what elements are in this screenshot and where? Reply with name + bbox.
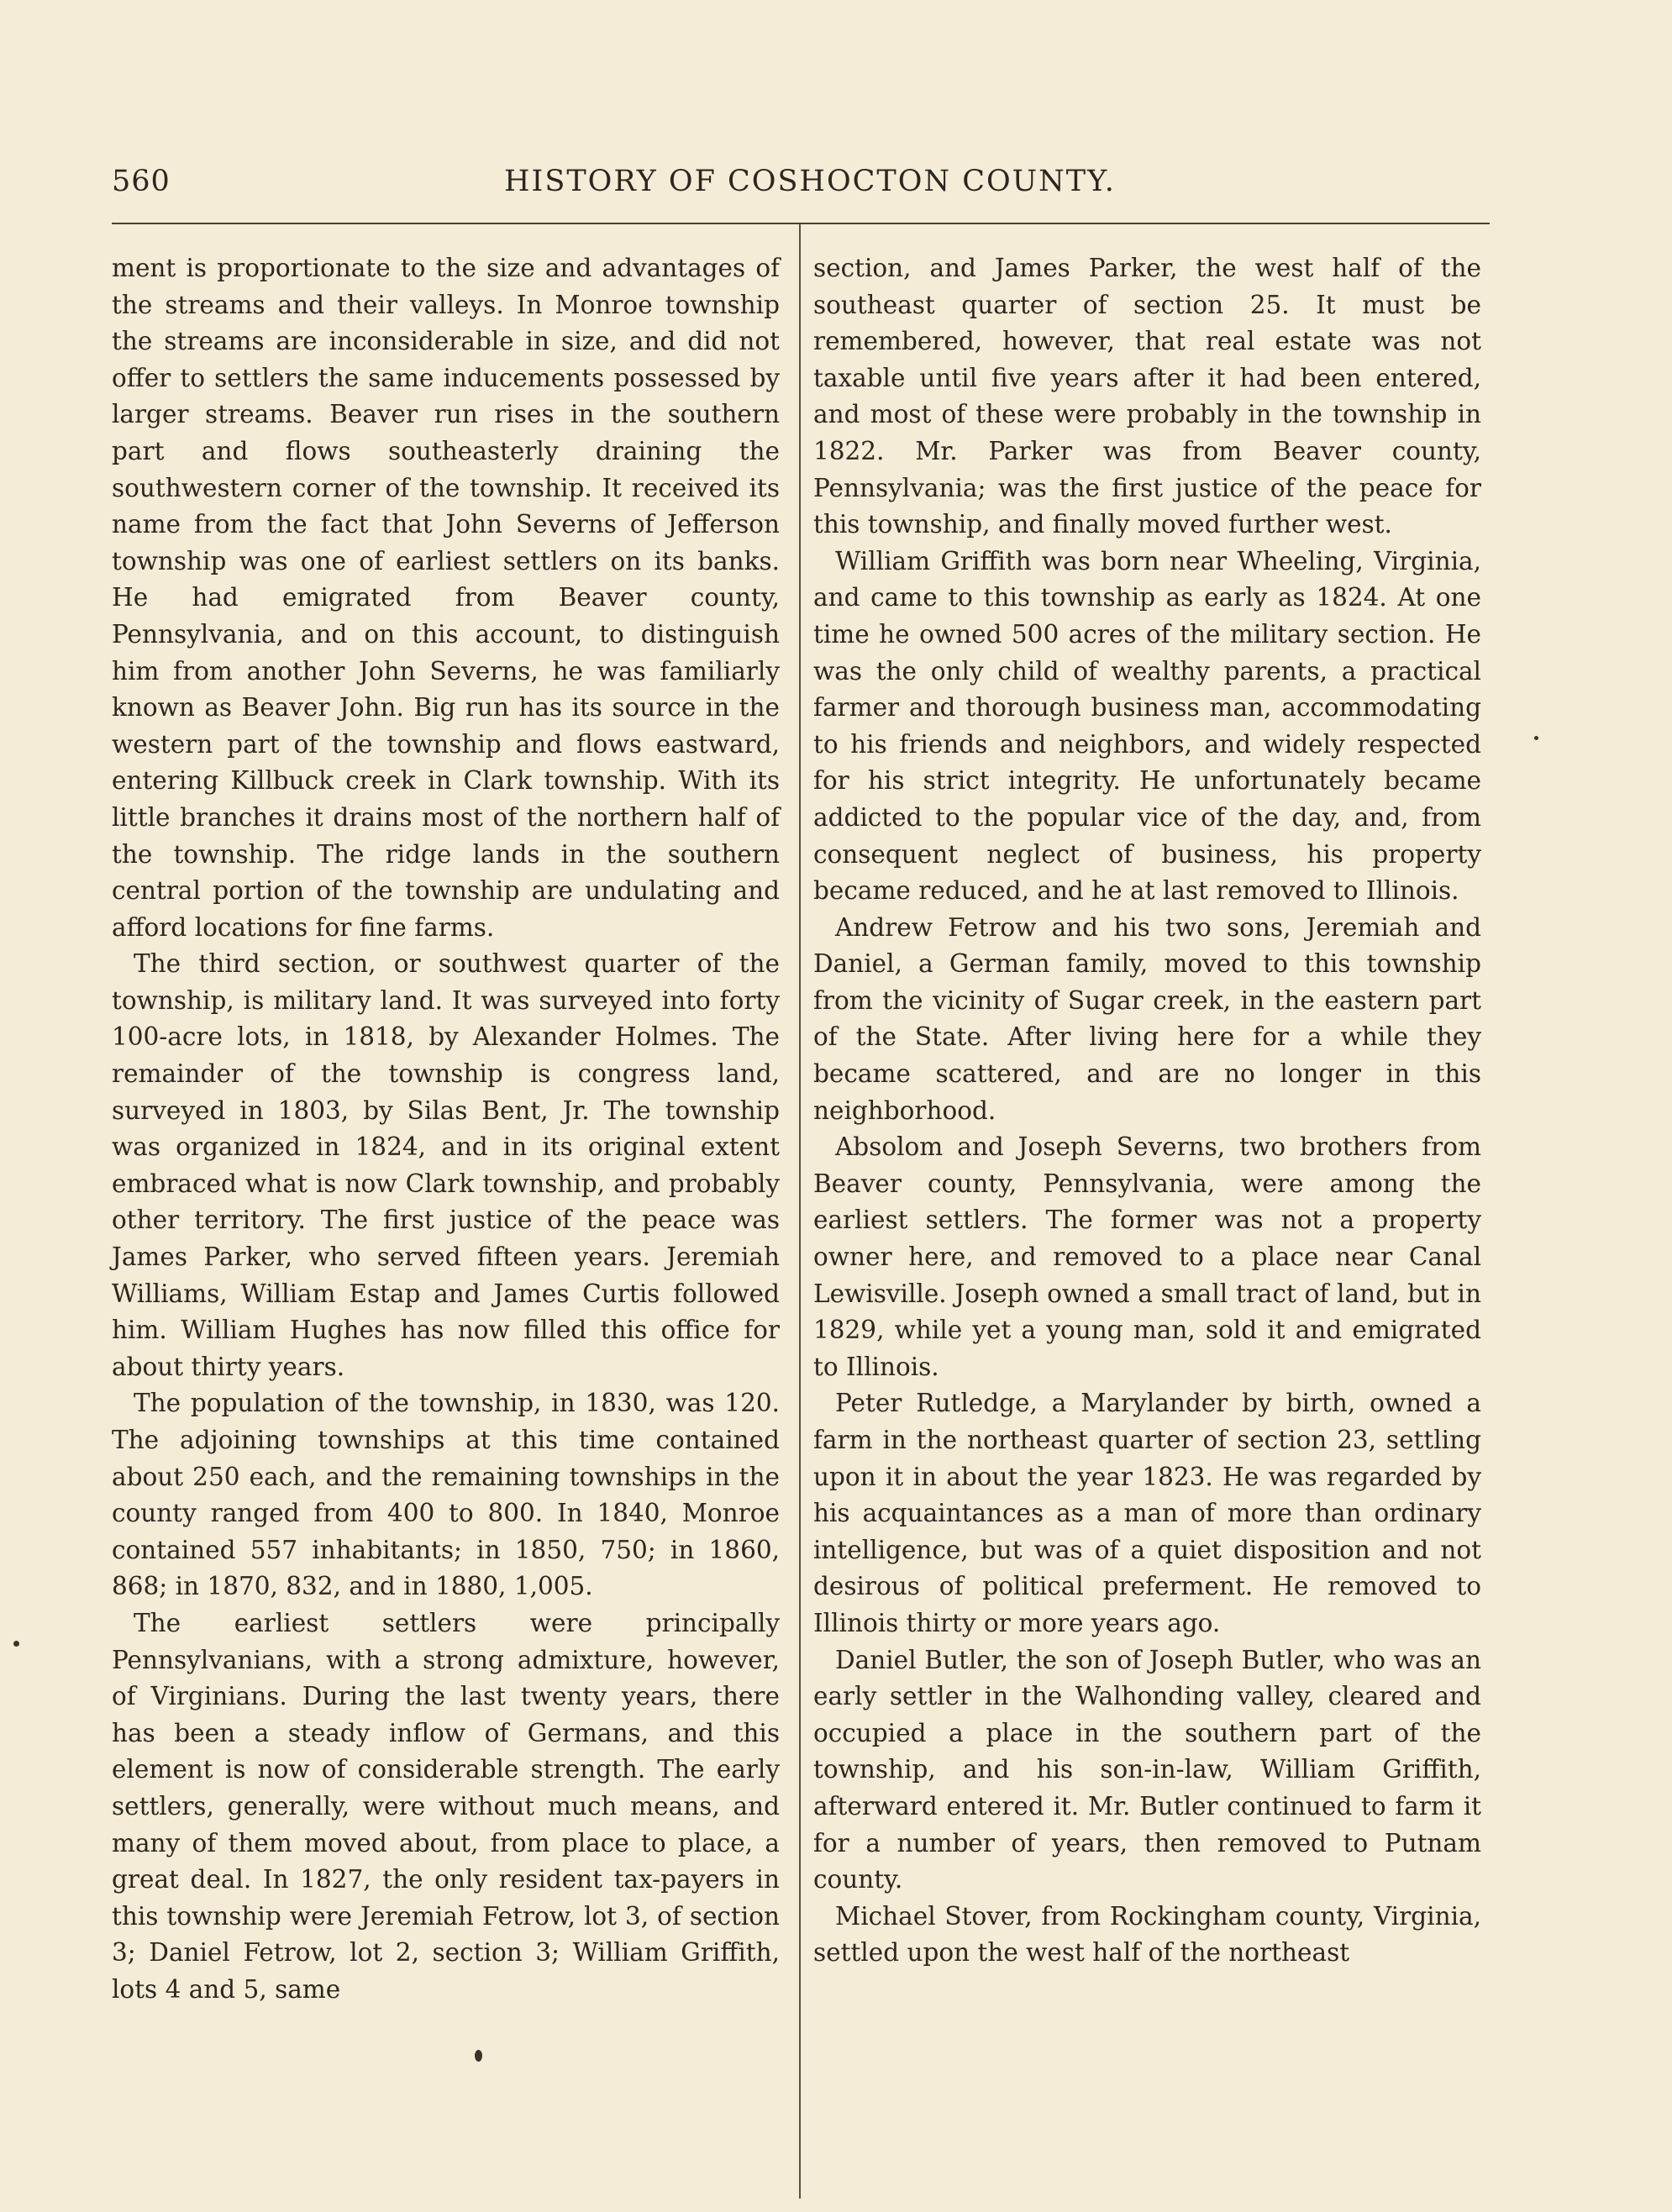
header-rule	[112, 223, 1490, 224]
right-paragraph-4: Absolom and Joseph Severns, two brothers from Beaver county, Pennsylvania, were among the earliest settlers. The former was not a property owner here, and removed to a place near Canal Lewisville. Joseph owned a small tract of land, but in 1829, while yet a young man, sold it and emigrated to Illinois.	[813, 1132, 1481, 1381]
left-paragraph-1: ment is proportionate to the size and advantages of the streams and their valleys. In Monroe township the streams are inconsiderable in size, and did not offer to settlers the same inducements possessed by larger streams. Beaver run rises in the southern part and flows southeasterly draining the southwestern corner of the township. It received its name from the fact that John Severns of Jefferson township was one of earliest settlers on its banks. He had emigrated from Beaver county, Pennsylvania, and on this account, to distinguish him from another John Severns, he was familiarly known as Beaver John. Big run has its source in the western part of the township and flows eastward, entering Killbuck creek in Clark township. With its little branches it drains most of the northern half of the township. The ridge lands in the southern central portion of the township are undulating and afford locations for fine farms.	[112, 254, 780, 942]
page-number: 560	[112, 165, 171, 198]
right-paragraph-6: Daniel Butler, the son of Joseph Butler, who was an early settler in the Walhonding valley, cleared and occupied a place in the southern part of the township, and his son-in-law, William Griffith, afterward entered it. Mr. Butler continued to farm it for a number of years, then removed to Putnam county.	[813, 1645, 1481, 1894]
column-divider	[799, 224, 801, 2199]
right-paragraph-7: Michael Stover, from Rockingham county, Virginia, settled upon the west half of the northeast	[813, 1901, 1481, 1968]
right-paragraph-3: Andrew Fetrow and his two sons, Jeremiah and Daniel, a German family, moved to this township from the vicinity of Sugar creek, in the eastern part of the State. After living here for a while they became scattered, and are no longer in this neighborhood.	[813, 912, 1481, 1125]
running-title: HISTORY OF COSHOCTON COUNTY.	[504, 165, 1116, 198]
ink-speck	[475, 2050, 482, 2062]
left-paragraph-3: The population of the township, in 1830, was 120. The adjoining townships at this time contained about 250 each, and the remaining townships in the county ranged from 400 to 800. In 1840, Monroe contained 557 inhabitants; in 1850, 750; in 1860, 868; in 1870, 832, and in 1880, 1,005.	[112, 1389, 780, 1601]
right-paragraph-1: section, and James Parker, the west half of the southeast quarter of section 25. It must be remembered, however, that real estate was not taxable until five years after it had been entered, and most of these were probably in the township in 1822. Mr. Parker was from Beaver county, Pennsylvania; was the first justice of the peace for this township, and finally moved further west.	[813, 254, 1481, 539]
ink-speck	[13, 1641, 19, 1647]
left-column	[112, 250, 780, 2009]
right-paragraph-2: William Griffith was born near Wheeling, Virginia, and came to this township as early as 1824. At one time he owned 500 acres of the military section. He was the only child of wealthy parents, a practical farmer and thorough business man, accommodating to his friends and neighbors, and widely respected for his strict integrity. He unfortunately became addicted to the popular vice of the day, and, from consequent neglect of business, his property became reduced, and he at last removed to Illinois.	[813, 546, 1481, 906]
right-column	[813, 250, 1481, 1972]
left-paragraph-2: The third section, or southwest quarter of the township, is military land. It was surveyed into forty 100-acre lots, in 1818, by Alexander Holmes. The remainder of the township is congress land, surveyed in 1803, by Silas Bent, Jr. The township was organized in 1824, and in its original extent embraced what is now Clark township, and probably other territory. The first justice of the peace was James Parker, who served fifteen years. Jeremiah Williams, William Estap and James Curtis followed him. William Hughes has now filled this office for about thirty years.	[112, 949, 780, 1381]
left-paragraph-4: The earliest settlers were principally Pennsylvanians, with a strong admixture, however, of Virginians. During the last twenty years, there has been a steady inflow of Germans, and this element is now of considerable strength. The early settlers, generally, were without much means, and many of them moved about, from place to place, a great deal. In 1827, the only resident tax-payers in this township were Jeremiah Fetrow, lot 3, of section 3; Daniel Fetrow, lot 2, section 3; William Griffith, lots 4 and 5, same	[112, 1608, 780, 2004]
ink-speck	[1534, 736, 1538, 740]
right-paragraph-5: Peter Rutledge, a Marylander by birth, owned a farm in the northeast quarter of section 23, settling upon it in about the year 1823. He was regarded by his acquaintances as a man of more than ordinary intelligence, but was of a quiet disposition and not desirous of political preferment. He removed to Illinois thirty or more years ago.	[813, 1389, 1481, 1637]
